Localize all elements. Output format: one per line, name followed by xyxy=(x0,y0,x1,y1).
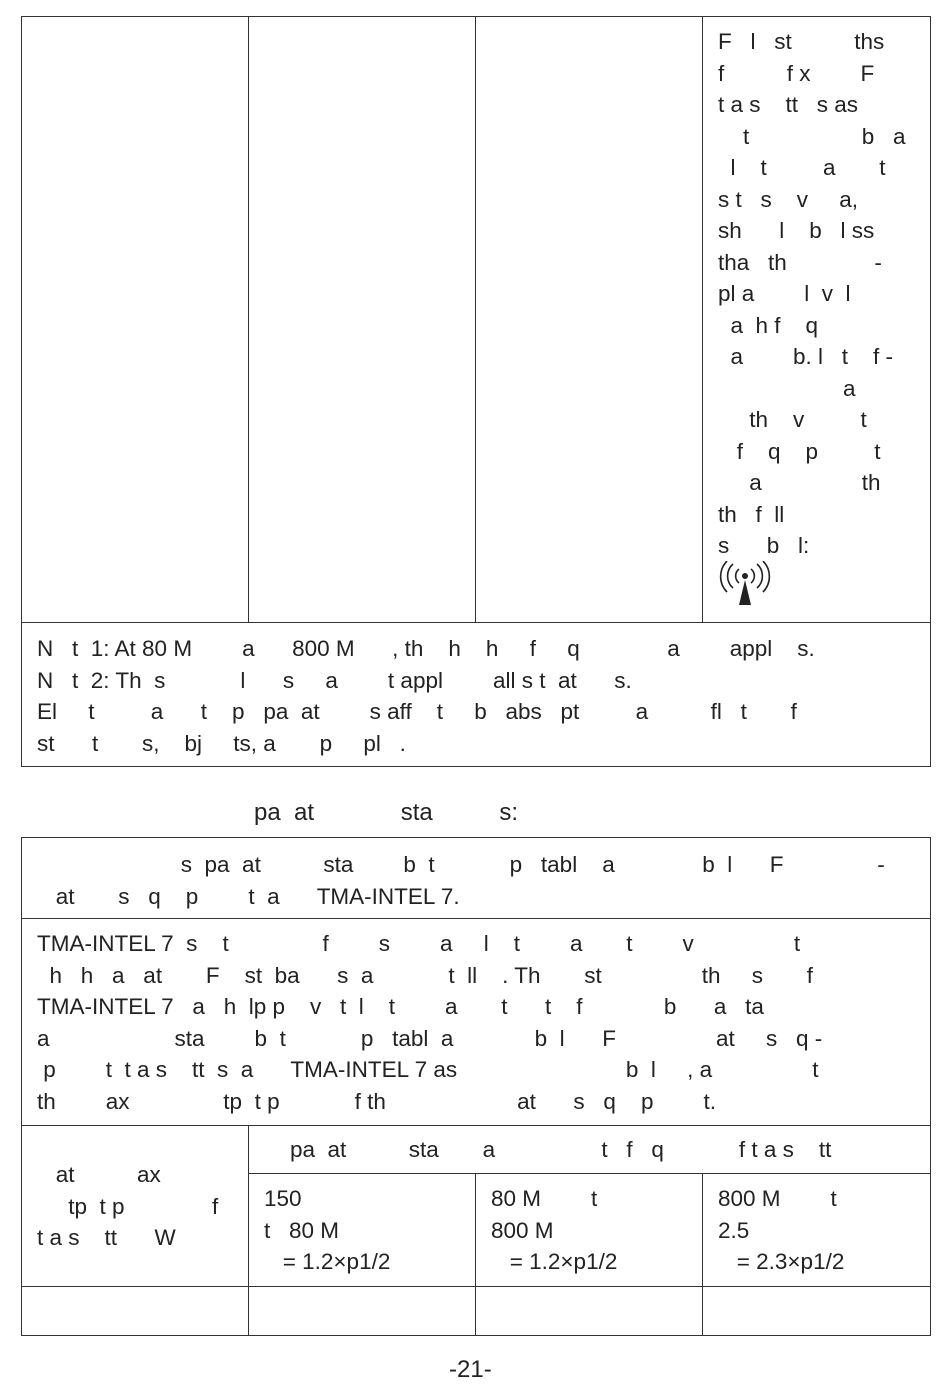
section-heading: pa at sta s: xyxy=(254,799,519,826)
paragraph-line: TMA-INTEL 7 s t f s a l t a t v t xyxy=(37,931,801,956)
text-line: sh l b l ss xyxy=(718,218,875,243)
paragraph-line: h h a at F st ba s a t ll . Th st th s f xyxy=(37,962,814,988)
text-line: f f x F xyxy=(718,60,875,86)
bottom-table-divider xyxy=(248,1125,249,1336)
text-line: s b l: xyxy=(718,533,810,558)
row-header-line: tp t p f xyxy=(37,1193,219,1219)
row-header-line: at ax xyxy=(37,1162,161,1187)
cell-line: = 1.2×p1/2 xyxy=(264,1249,391,1274)
text-line: a th xyxy=(718,470,881,495)
intro-line: s pa at sta b t p tabl a b l F - xyxy=(37,852,885,877)
intro-line: at s q p t a TMA-INTEL 7. xyxy=(37,883,460,909)
bottom-table-divider xyxy=(21,918,931,919)
cell-line: = 2.3×p1/2 xyxy=(718,1249,845,1274)
paragraph-line: th ax tp t p f th at s q p t. xyxy=(37,1088,716,1114)
text-line: a xyxy=(718,375,856,401)
top-table-notes xyxy=(37,633,927,759)
table-cell xyxy=(718,1183,923,1278)
note-line: st t s, bj ts, a p pl . xyxy=(37,730,406,756)
text-line: s t s v a, xyxy=(718,186,859,212)
text-line: pl a l v l xyxy=(718,281,851,306)
cell-line: t 80 M xyxy=(264,1217,340,1243)
bottom-table-paragraph xyxy=(37,928,927,1117)
cell-line: 800 M t xyxy=(718,1186,837,1211)
text-line: tha th - xyxy=(718,249,882,275)
paragraph-line: a sta b t p tabl a b l F at s q - xyxy=(37,1025,823,1051)
text-line: a b. l t f - xyxy=(718,344,894,369)
bottom-table-divider xyxy=(702,1173,703,1336)
cell-line: 800 M xyxy=(491,1217,554,1243)
text-line: f q p t xyxy=(718,438,881,464)
paragraph-line: p t t a s tt s a TMA-INTEL 7 as b l , a t xyxy=(37,1057,819,1082)
table-cell xyxy=(491,1183,696,1278)
cell-line: 2.5 xyxy=(718,1217,750,1243)
cell-line: 150 xyxy=(264,1186,302,1211)
top-table-divider xyxy=(475,16,476,623)
table-cell xyxy=(264,1183,469,1278)
bottom-table-divider xyxy=(248,1173,931,1174)
text-line: t b a xyxy=(718,123,906,149)
top-table-column-4-text xyxy=(718,26,928,562)
paragraph-line: TMA-INTEL 7 a h lp p v t l t a t t f b a ta xyxy=(37,994,764,1019)
top-table-divider xyxy=(248,16,249,623)
note-line: El t a t p pa at s aff t b abs pt a fl t f xyxy=(37,699,797,724)
bottom-table-divider xyxy=(475,1173,476,1336)
column-header: pa at sta a t f q f t a s tt xyxy=(290,1137,832,1162)
text-line: th v t xyxy=(718,407,867,432)
note-line: N t 1: At 80 M a 800 M , th h h f q a appl s. xyxy=(37,636,815,661)
text-line: th f ll xyxy=(718,501,785,527)
bottom-table-intro xyxy=(37,849,927,912)
top-table-divider xyxy=(702,16,703,623)
cell-line: 80 M t xyxy=(491,1186,598,1211)
text-line: l t a t xyxy=(718,155,886,180)
text-line: F l st ths xyxy=(718,29,885,54)
row-header xyxy=(37,1159,245,1254)
row-header-line: t a s tt W xyxy=(37,1225,176,1250)
radiation-warning-icon xyxy=(718,561,772,607)
page-number: -21- xyxy=(449,1356,492,1383)
note-line: N t 2: Th s l s a t appl all s t at s. xyxy=(37,667,632,693)
text-line: t a s tt s as xyxy=(718,92,859,117)
bottom-table-divider xyxy=(21,1286,931,1287)
bottom-table-divider xyxy=(21,1125,931,1126)
text-line: a h f q xyxy=(718,312,819,338)
top-table-notes-divider xyxy=(21,622,931,623)
cell-line: = 1.2×p1/2 xyxy=(491,1249,618,1274)
